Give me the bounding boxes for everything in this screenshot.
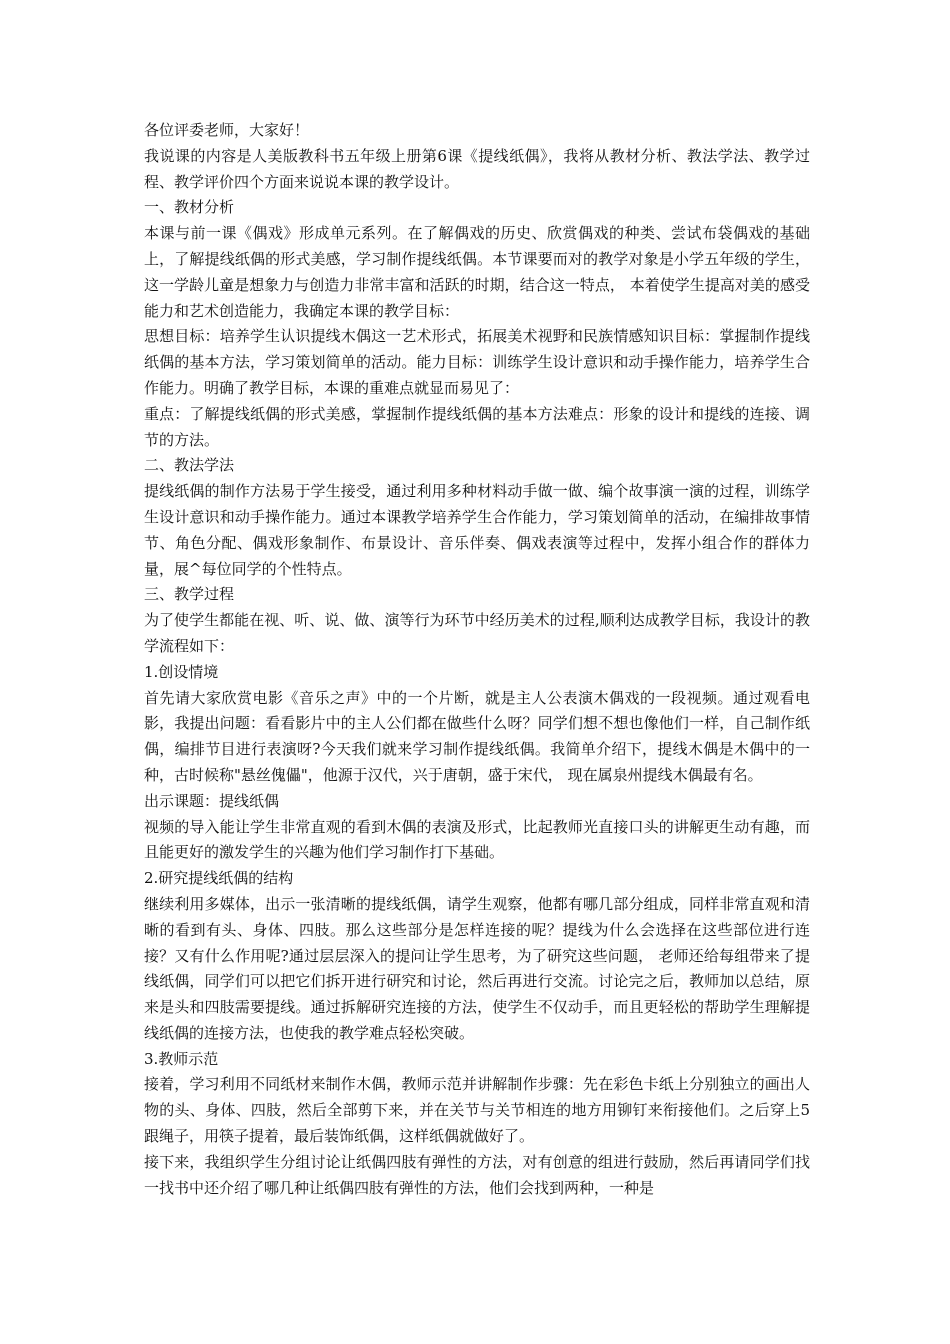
methods-paragraph: 提线纸偶的制作方法易于学生接受，通过利用多种材料动手做一做、编个故事演一演的过程，训练学生设计意识和动手操作能力。通过本课教学培养学生合作能力，学习策划简单的活动，在编排故事情节、角色分配、偶戏形象制作、布景设计、音乐伴奏、偶戏表演等过程中，发挥小组合作的群体力量，展^每位同学的个性特点。 [144, 482, 810, 578]
section-heading-methods: 二、教法学法 [144, 456, 235, 475]
step-1-heading: 1.创设情境 [144, 662, 219, 681]
step-2-paragraph: 继续利用多媒体，出示一张清晰的提线纸偶，请学生观察，他都有哪几部分组成，同样非常直观和清晰的看到有头、身体、四肢。那么这些部分是怎样连接的呢？提线为什么会选择在这些部位进行连接？又有什么作用呢?通过层层深入的提问让学生思考，为了研究这些问题， 老师还给每组带来了提线纸偶，同学们可以把它们拆开进行研究和讨论，然后再进行交流。讨论完之后，教师加以总结，原来是头和四肢需要提线。通过拆解研究连接的方法，使学生不仅动手，而且更轻松的帮助学生理解提线纸偶的连接方法，也使我的教学难点轻松突破。 [144, 894, 810, 1042]
materials-paragraph: 本课与前一课《偶戏》形成单元系列。在了解偶戏的历史、欣赏偶戏的种类、尝试布袋偶戏的基础上，了解提线纸偶的形式美感，学习制作提线纸偶。本节课要而对的教学对象是小学五年级的学生，这一学龄儿童是想象力与创造力非常丰富和活跃的时期，结合这一特点， 本着使学生提高对美的感受能力和艺术创造能力，我确定本课的教学目标： [144, 224, 810, 320]
document-body [144, 118, 810, 1201]
step-2-heading: 2.研究提线纸偶的结构 [144, 869, 294, 888]
step-3-paragraph: 接着，学习利用不同纸材来制作木偶，教师示范并讲解制作步骤：先在彩色卡纸上分别独立的画出人物的头、身体、四肢，然后全部剪下来，并在关节与关节相连的地方用铆钉来衔接他们。之后穿上5跟绳子，用筷子提着，最后装饰纸偶，这样纸偶就做好了。 [144, 1075, 810, 1146]
key-points-paragraph: 重点：了解提线纸偶的形式美感，掌握制作提线纸偶的基本方法难点：形象的设计和提线的连接、调节的方法。 [144, 404, 810, 449]
discussion-paragraph: 接下来，我组织学生分组讨论让纸偶四肢有弹性的方法，对有创意的组进行鼓励，然后再请同学们找一找书中还介绍了哪几种让纸偶四肢有弹性的方法，他们会找到两种，一种是 [144, 1152, 810, 1197]
process-intro-paragraph: 为了使学生都能在视、听、说、做、演等行为环节中经历美术的过程,顺利达成教学目标，我设计的教学流程如下： [144, 611, 810, 655]
section-heading-process: 三、教学过程 [144, 585, 235, 604]
video-intro-paragraph: 视频的导入能让学生非常直观的看到木偶的表演及形式，比起教师光直接口头的讲解更生动有趣，而且能更好的激发学生的兴趣为他们学习制作打下基础。 [144, 817, 810, 862]
lesson-title-line: 出示课题：提线纸偶 [144, 791, 280, 810]
greeting: 各位评委老师，大家好！ [144, 121, 310, 139]
step-1-paragraph: 首先请大家欣赏电影《音乐之声》中的一个片断，就是主人公表演木偶戏的一段视频。通过观看电影，我提出问题：看看影片中的主人公们都在做些什么呀？同学们想不想也像他们一样，自己制作纸偶，编排节目进行表演呀?今天我们就来学习制作提线纸偶。我简单介绍下，提线木偶是木偶中的一种，古时候称"悬丝傀儡"，他源于汉代，兴于唐朝，盛于宋代， 现在属泉州提线木偶最有名。 [144, 688, 810, 784]
intro-paragraph: 我说课的内容是人美版教科书五年级上册第6课《提线纸偶》，我将从教材分析、教法学法、教学过程、教学评价四个方面来说说本课的教学设计。 [144, 146, 810, 191]
step-3-heading: 3.教师示范 [144, 1049, 219, 1068]
goals-paragraph: 思想目标：培养学生认识提线木偶这一艺术形式，拓展美术视野和民族情感知识目标：掌握制作提线纸偶的基本方法，学习策划简单的活动。能力目标：训练学生设计意识和动手操作能力，培养学生合作能力。明确了教学目标，本课的重难点就显而易见了： [144, 327, 810, 397]
section-heading-materials: 一、教材分析 [144, 198, 235, 217]
